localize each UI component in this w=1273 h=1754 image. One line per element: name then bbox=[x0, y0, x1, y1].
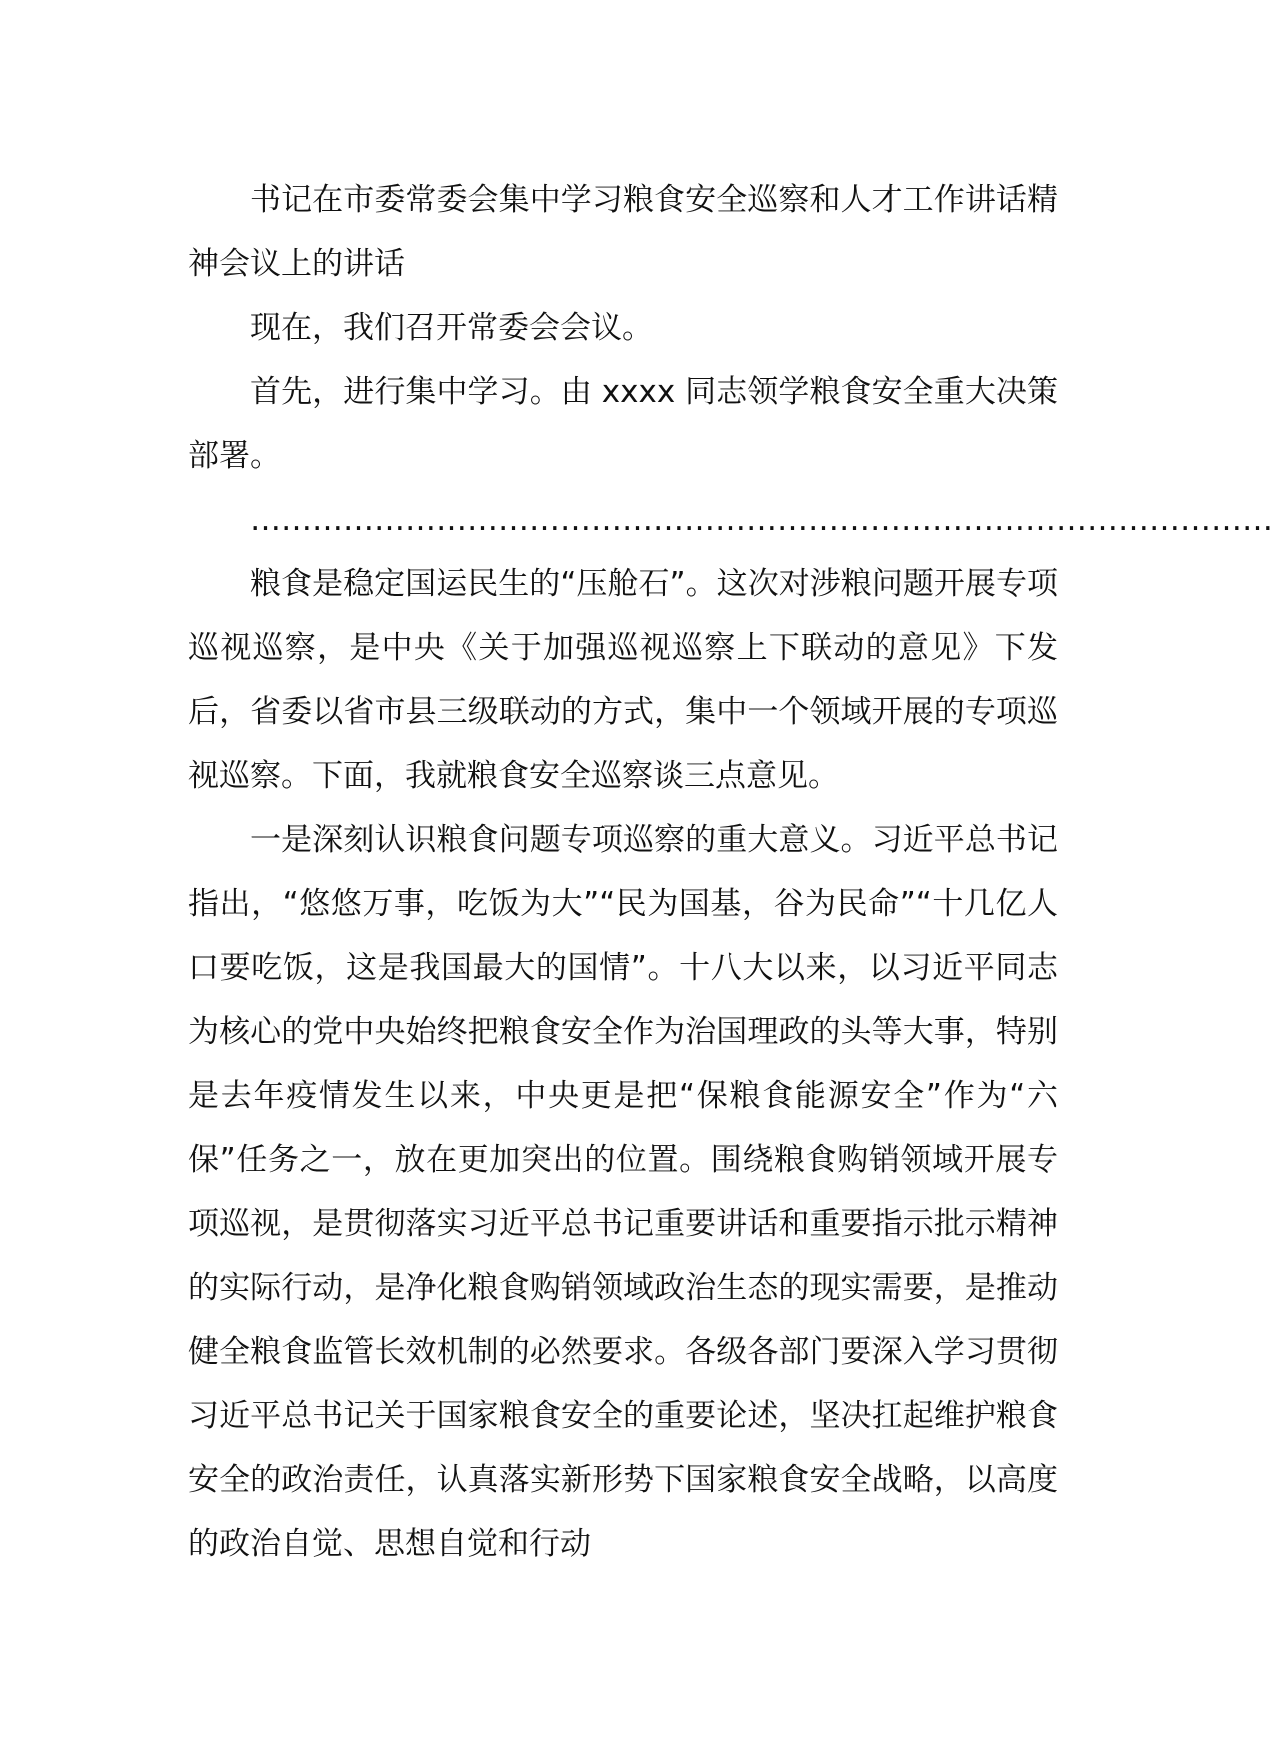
document-body bbox=[188, 168, 1273, 1576]
document-title: 书记在市委常委会集中学习粮食安全巡察和人才工作讲话精神会议上的讲话 bbox=[188, 182, 1058, 282]
paragraph-opening: 现在，我们召开常委会会议。 bbox=[250, 310, 653, 346]
paragraph-grain-intro: 粮食是稳定国运民生的“压舱石”。这次对涉粮问题开展专项巡视巡察，是中央《关于加强巡视巡察上下联动的意见》下发后，省委以省市县三级联动的方式，集中一个领域开展的专项巡视巡察。下面，我就粮食安全巡察谈三点意见。 bbox=[188, 566, 1058, 794]
paragraph-point-one: 一是深刻认识粮食问题专项巡察的重大意义。习近平总书记指出，“悠悠万事，吃饭为大”“民为国基，谷为民命”“十几亿人口要吃饭，这是我国最大的国情”。十八大以来，以习近平同志为核心的党中央始终把粮食安全作为治国理政的头等大事，特别是去年疫情发生以来，中央更是把“保粮食能源安全”作为“六保”任务之一，放在更加突出的位置。围绕粮食购销领域开展专项巡视，是贯彻落实习近平总书记重要讲话和重要指示批示精神的实际行动，是净化粮食购销领域政治生态的现实需要，是推动健全粮食监管长效机制的必然要求。各级各部门要深入学习贯彻习近平总书记关于国家粮食安全的重要论述，坚决扛起维护粮食安全的政治责任，认真落实新形势下国家粮食安全战略，以高度的政治自觉、思想自觉和行动 bbox=[188, 822, 1058, 1562]
paragraph-study: 首先，进行集中学习。由 xxxx 同志领学粮食安全重大决策部署。 bbox=[188, 374, 1058, 474]
ellipsis-divider: ……………………………………………………………………………………… bbox=[250, 502, 1273, 538]
